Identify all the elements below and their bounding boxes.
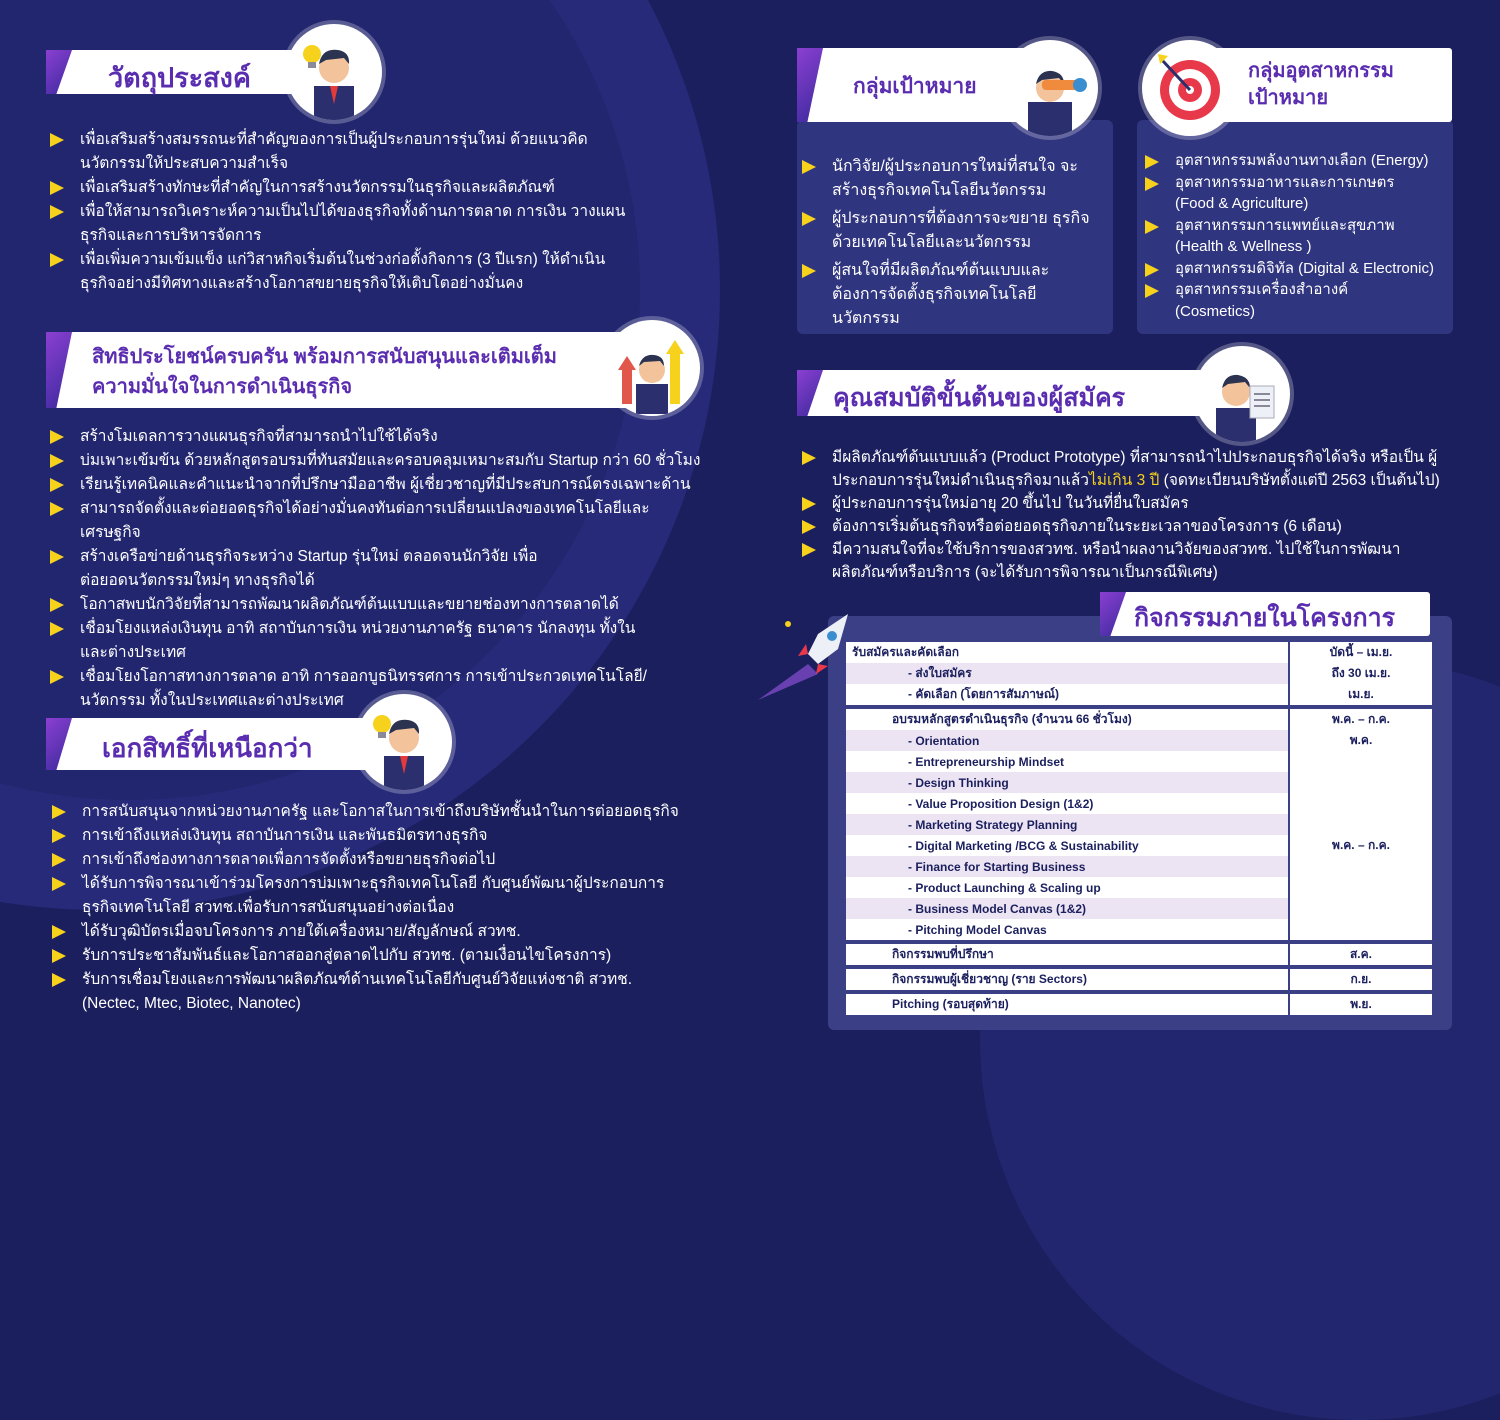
target-industries-title: กลุ่มอุตสาหกรรม เป้าหมาย bbox=[1248, 60, 1394, 109]
list-item: อุตสาหกรรมดิจิทัล (Digital & Electronic) bbox=[1145, 258, 1455, 280]
activity-label: กิจกรรมพบที่ปรึกษา bbox=[846, 944, 1288, 965]
activity-label: รับสมัครและคัดเลือก bbox=[846, 642, 1288, 663]
list-item: เชื่อมโยงแหล่งเงินทุน อาทิ สถาบันการเงิน หน่วยงานภาครัฐ ธนาคาร นักลงทุน ทั้งในและต่างประเทศ bbox=[50, 617, 640, 665]
activity-label: - Business Model Canvas (1&2) bbox=[846, 898, 1288, 919]
binoculars-icon bbox=[1002, 40, 1098, 136]
qualifications-title: คุณสมบัติขั้นต้นของผู้สมัคร bbox=[833, 384, 1126, 412]
activity-label: - Digital Marketing /BCG & Sustainability bbox=[846, 835, 1288, 856]
activity-label: Pitching (รอบสุดท้าย) bbox=[846, 994, 1288, 1015]
activity-label: - Orientation bbox=[846, 730, 1288, 751]
activity-label: - Design Thinking bbox=[846, 772, 1288, 793]
businessman-idea-icon bbox=[356, 694, 452, 790]
list-item: เชื่อมโยงโอกาสทางการตลาด อาทิ การออกบูธนิทรรศการ การเข้าประกวดเทคโนโลยี/ นวัตกรรม ทั้งในประเทศและต่างประเทศ bbox=[50, 665, 680, 713]
activities-title: กิจกรรมภายในโครงการ bbox=[1134, 604, 1396, 632]
businessman-idea-icon bbox=[286, 24, 382, 120]
highlight-text: ไม่เกิน 3 ปี bbox=[1088, 472, 1160, 489]
list-item: การเข้าถึงแหล่งเงินทุน สถาบันการเงิน และพันธมิตรทางธุรกิจ bbox=[52, 824, 702, 848]
list-item: นักวิจัย/ผู้ประกอบการใหม่ที่สนใจ จะสร้างธุรกิจเทคโนโลยีนวัตกรรม bbox=[802, 155, 1102, 203]
list-item: เพื่อให้สามารถวิเคราะห์ความเป็นไปได้ของธุรกิจทั้งด้านการตลาด การเงิน วางแผนธุรกิจและการบริหารจัดการ bbox=[50, 200, 630, 248]
table-row bbox=[846, 684, 1432, 705]
list-item: โอกาสพบนักวิจัยที่สามารถพัฒนาผลิตภัณฑ์ต้นแบบและขยายช่องทางการตลาดได้ bbox=[50, 593, 710, 617]
objectives-list bbox=[50, 128, 630, 296]
activity-date: พ.ค. bbox=[1290, 730, 1432, 751]
list-item: อุตสาหกรรมการแพทย์และสุขภาพ (Health & Wellness ) bbox=[1145, 215, 1435, 258]
activity-label: - Value Proposition Design (1&2) bbox=[846, 793, 1288, 814]
list-item: อุตสาหกรรมเครื่องสำอางค์ (Cosmetics) bbox=[1145, 279, 1415, 322]
activity-date: ก.ย. bbox=[1290, 969, 1432, 990]
list-item: การเข้าถึงช่องทางการตลาดเพื่อการจัดตั้งหรือขยายธุรกิจต่อไป bbox=[52, 848, 702, 872]
activity-label: - ส่งใบสมัคร bbox=[846, 663, 1288, 684]
table-row bbox=[846, 730, 1432, 751]
list-item: ต้องการเริ่มต้นธุรกิจหรือต่อยอดธุรกิจภายในระยะเวลาของโครงการ (6 เดือน) bbox=[802, 515, 1472, 538]
privileges-header bbox=[46, 718, 386, 770]
activity-label: อบรมหลักสูตรดำเนินธุรกิจ (จำนวน 66 ชั่วโมง) bbox=[846, 709, 1288, 730]
list-item: มีความสนใจที่จะใช้บริการของสวทช. หรือนำผลงานวิจัยของสวทช. ไปใช้ในการพัฒนา ผลิตภัณฑ์หรือบริการ (จะได้รับการพิจารณาเป็นกรณีพิเศษ) bbox=[802, 538, 1432, 584]
activity-label: - Finance for Starting Business bbox=[846, 856, 1288, 877]
businessman-document-icon bbox=[1194, 346, 1290, 442]
activity-label: - Pitching Model Canvas bbox=[846, 919, 1288, 940]
list-item: รับการประชาสัมพันธ์และโอกาสออกสู่ตลาดไปกับ สวทช. (ตามเงื่อนไขโครงการ) bbox=[52, 944, 702, 968]
table-row bbox=[846, 944, 1432, 965]
list-item: รับการเชื่อมโยงและการพัฒนาผลิตภัณฑ์ด้านเทคโนโลยีกับศูนย์วิจัยแห่งชาติ สวทช. (Nectec, Mtec, Biotec, Nanotec) bbox=[52, 968, 682, 1016]
table-row bbox=[846, 642, 1432, 663]
target-group-header bbox=[797, 48, 1037, 122]
table-row bbox=[846, 969, 1432, 990]
privileges-list bbox=[52, 800, 702, 1016]
activity-date: ส.ค. bbox=[1290, 944, 1432, 965]
table-row bbox=[846, 751, 1432, 772]
table-row bbox=[846, 994, 1432, 1015]
benefits-title: สิทธิประโยชน์ครบครัน พร้อมการสนับสนุนและเติมเต็ม ความมั่นใจในการดำเนินธุรกิจ bbox=[92, 346, 557, 398]
activities-table bbox=[846, 642, 1432, 1015]
list-item: ผู้ประกอบการรุ่นใหม่อายุ 20 ขึ้นไป ในวันที่ยื่นใบสมัคร bbox=[802, 492, 1472, 515]
activity-date: เม.ย. bbox=[1290, 684, 1432, 705]
list-item: เพื่อเสริมสร้างทักษะที่สำคัญในการสร้างนวัตกรรมในธุรกิจและผลิตภัณฑ์ bbox=[50, 176, 630, 200]
target-group-list bbox=[802, 155, 1102, 331]
list-item: บ่มเพาะเข้มข้น ด้วยหลักสูตรอบรมที่ทันสมัยและครอบคลุมเหมาะสมกับ Startup กว่า 60 ชั่วโมง bbox=[50, 449, 710, 473]
qualifications-header bbox=[797, 370, 1247, 416]
growth-chart-icon bbox=[604, 320, 700, 416]
activity-label: - Entrepreneurship Mindset bbox=[846, 751, 1288, 772]
activity-date: พ.ย. bbox=[1290, 994, 1432, 1015]
activity-label: - Marketing Strategy Planning bbox=[846, 814, 1288, 835]
benefits-header bbox=[46, 332, 630, 408]
list-item: เพื่อเสริมสร้างสมรรถนะที่สำคัญของการเป็นผู้ประกอบการรุ่นใหม่ ด้วยแนวคิดนวัตกรรมให้ประสบความสำเร็จ bbox=[50, 128, 630, 176]
qualifications-list bbox=[802, 446, 1472, 584]
list-item: สามารถจัดตั้งและต่อยอดธุรกิจได้อย่างมั่นคงทันต่อการเปลี่ยนแปลงของเทคโนโลยีและเศรษฐกิจ bbox=[50, 497, 710, 545]
list-item: เพื่อเพิ่มความเข้มแข็ง แก่วิสาหกิจเริ่มต้นในช่วงก่อตั้งกิจการ (3 ปีแรก) ให้ดำเนินธุรกิจอย่างมีทิศทางและสร้างโอกาสขยายธุรกิจให้เติบโตอย่างมั่นคง bbox=[50, 248, 630, 296]
table-row bbox=[846, 709, 1432, 730]
activity-date: ถึง 30 เม.ย. bbox=[1290, 663, 1432, 684]
activity-date: พ.ค. – ก.ค. bbox=[1290, 709, 1432, 730]
activity-label: กิจกรรมพบผู้เชี่ยวชาญ (ราย Sectors) bbox=[846, 969, 1288, 990]
list-item: อุตสาหกรรมอาหารและการเกษตร (Food & Agriculture) bbox=[1145, 172, 1435, 215]
activities-header bbox=[1100, 592, 1430, 636]
list-item: การสนับสนุนจากหน่วยงานภาครัฐ และโอกาสในการเข้าถึงบริษัทชั้นนำในการต่อยอดธุรกิจ bbox=[52, 800, 702, 824]
target-group-title: กลุ่มเป้าหมาย bbox=[853, 75, 977, 98]
benefits-list bbox=[50, 425, 710, 713]
activity-date: บัดนี้ – เม.ย. bbox=[1290, 642, 1432, 663]
list-item: มีผลิตภัณฑ์ต้นแบบแล้ว (Product Prototype) ที่สามารถนำไปประกอบธุรกิจได้จริง หรือเป็น ผู้ประกอบการรุ่นใหม่ดำเนินธุรกิจมาแล้วไม่เกิน 3 ปี (จดทะเบียนบริษัทตั้งแต่ปี 2563 เป็นต้นไป) bbox=[802, 446, 1472, 492]
target-industries-list bbox=[1145, 150, 1455, 322]
target-icon bbox=[1142, 40, 1238, 136]
list-item: ได้รับวุฒิบัตรเมื่อจบโครงการ ภายใต้เครื่องหมาย/สัญลักษณ์ สวทช. bbox=[52, 920, 702, 944]
privileges-title: เอกสิทธิ์ที่เหนือกว่า bbox=[102, 733, 313, 763]
activity-date: พ.ค. – ก.ค. bbox=[1290, 751, 1432, 940]
objectives-title: วัตถุประสงค์ bbox=[108, 63, 251, 93]
activity-label: - Product Launching & Scaling up bbox=[846, 877, 1288, 898]
activity-label: - คัดเลือก (โดยการสัมภาษณ์) bbox=[846, 684, 1288, 705]
list-item: ได้รับการพิจารณาเข้าร่วมโครงการบ่มเพาะธุรกิจเทคโนโลยี กับศูนย์พัฒนาผู้ประกอบการ ธุรกิจเทคโนโลยี สวทช.เพื่อรับการสนับสนุนอย่างต่อเนื่อง bbox=[52, 872, 692, 920]
list-item: เรียนรู้เทคนิคและคำแนะนำจากที่ปรึกษามืออาชีพ ผู้เชี่ยวชาญที่มีประสบการณ์ตรงเฉพาะด้าน bbox=[50, 473, 710, 497]
list-item: สร้างเครือข่ายด้านธุรกิจระหว่าง Startup รุ่นใหม่ ตลอดจนนักวิจัย เพื่อต่อยอดนวัตกรรมใหม่ๆ ทางธุรกิจได้ bbox=[50, 545, 550, 593]
table-row bbox=[846, 663, 1432, 684]
list-item: อุตสาหกรรมพลังงานทางเลือก (Energy) bbox=[1145, 150, 1455, 172]
list-item: ผู้ประกอบการที่ต้องการจะขยาย ธุรกิจด้วยเทคโนโลยีและนวัตกรรม bbox=[802, 207, 1102, 255]
list-item: สร้างโมเดลการวางแผนธุรกิจที่สามารถนำไปใช้ได้จริง bbox=[50, 425, 710, 449]
list-item: ผู้สนใจที่มีผลิตภัณฑ์ต้นแบบและ ต้องการจัดตั้งธุรกิจเทคโนโลยี นวัตกรรม bbox=[802, 259, 1102, 331]
